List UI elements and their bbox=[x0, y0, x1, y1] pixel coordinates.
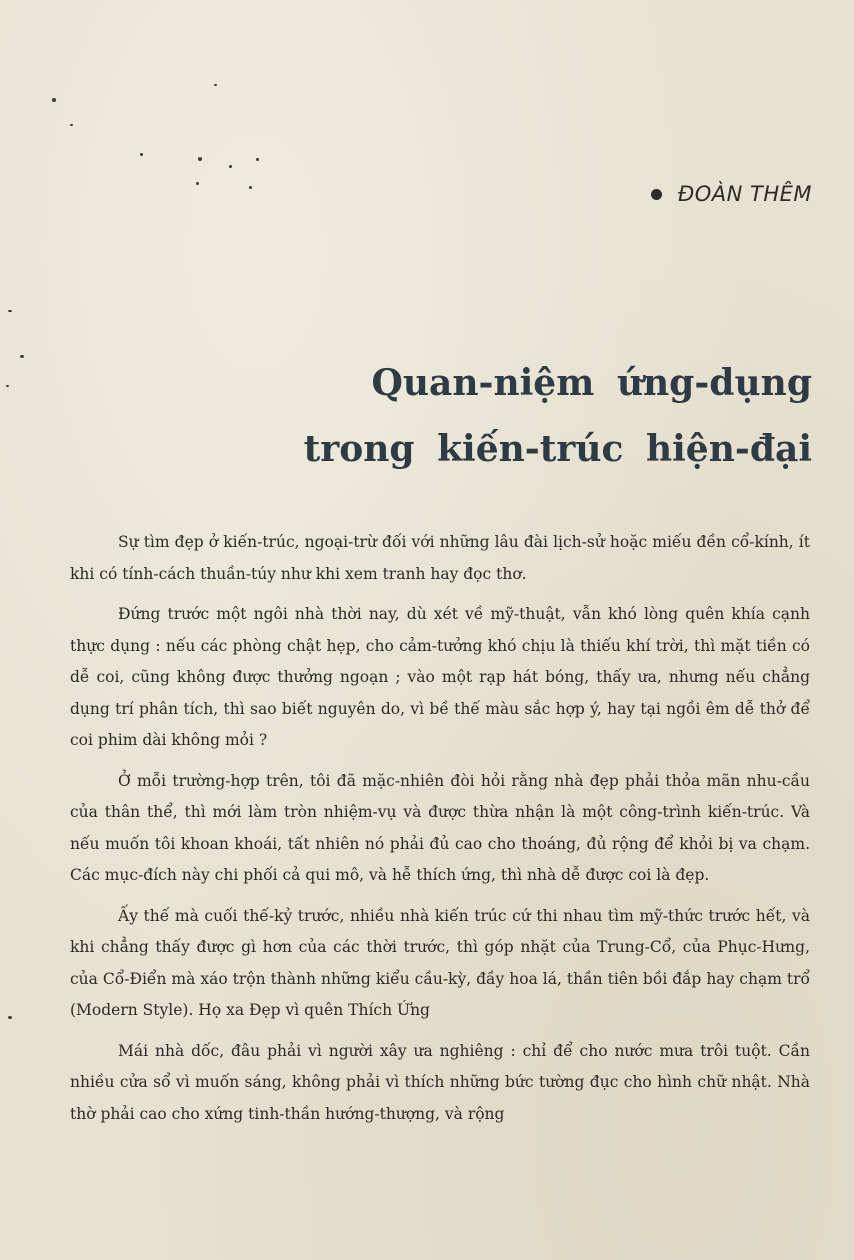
ink-speck bbox=[6, 385, 9, 387]
paragraph: Đứng trước một ngôi nhà thời nay, dù xét về mỹ-thuật, vẫn khó lòng quên khía cạnh thực dụng : nếu các phòng chật hẹp, cho cảm-tưởng khó chịu là thiếu khí trời, thì mặt tiền có dễ coi, cũng không được thưởng ngoạn ; vào một rạp hát bóng, thấy ưa, nhưng nếu chẳng dụng trí phân tích, thì sao biết nguyên do, vì bề thế màu sắc hợp ý, hay tại ngồi êm dễ thở để coi phim dài không mỏi ? bbox=[70, 605, 810, 749]
ink-speck bbox=[198, 157, 202, 161]
ink-speck bbox=[256, 158, 259, 161]
paragraph: Ở mỗi trường-hợp trên, tôi đã mặc-nhiên đòi hỏi rằng nhà đẹp phải thỏa mãn nhu-cầu của thân thể, thì mới làm tròn nhiệm-vụ và được thừa nhận là một công-trình kiến-trúc. Và nếu muốn tôi khoan khoái, tất nhiên nó phải đủ cao cho thoáng, đủ rộng để khỏi bị va chạm. Các mục-đích này chi phối cả qui mô, và hễ thích ứng, thì nhà dễ được coi là đẹp. bbox=[70, 771, 810, 884]
ink-speck bbox=[229, 165, 232, 168]
paragraph: Ấy thế mà cuối thế-kỷ trước, nhiều nhà kiến trúc cứ thi nhau tìm mỹ-thức trước hết, và khi chẳng thấy được gì hơn của các thời trước, thì góp nhặt của Trung-Cổ, của Phục-Hưng, của Cổ-Điển mà xáo trộn thành những kiểu cầu-kỳ, đầy hoa lá, thần tiên bồi đắp hay chạm trổ (Modern Style). Họ xa Đẹp vì quên Thích Ứng bbox=[70, 906, 810, 1019]
article-title-line-1: Quan-niệm ứng-dụng bbox=[371, 362, 812, 404]
author-byline bbox=[651, 182, 812, 206]
ink-speck bbox=[8, 310, 12, 312]
article-title-line-2: trong kiến-trúc hiện-đại bbox=[303, 428, 812, 470]
ink-speck bbox=[140, 153, 143, 156]
ink-speck bbox=[196, 182, 199, 185]
ink-speck bbox=[70, 124, 73, 126]
author-name: ĐOÀN THÊM bbox=[677, 182, 812, 206]
ink-speck bbox=[249, 186, 252, 189]
paragraph: Sự tìm đẹp ở kiến-trúc, ngoại-trừ đối với những lâu đài lịch-sử hoặc miếu đền cổ-kính, ít khi có tính-cách thuần-túy như khi xem tranh hay đọc thơ. bbox=[70, 533, 810, 583]
ink-speck bbox=[20, 355, 24, 358]
ink-speck bbox=[8, 1016, 12, 1019]
ink-speck bbox=[52, 98, 56, 102]
paragraph: Mái nhà dốc, đâu phải vì người xây ưa nghiêng : chỉ để cho nước mưa trôi tuột. Cần nhiều cửa sổ vì muốn sáng, không phải vì thích những bức tường đục cho hình chữ nhật. Nhà thờ phải cao cho xứng tinh-thần hướng-thượng, và rộng bbox=[70, 1041, 810, 1123]
ink-speck bbox=[214, 84, 217, 86]
article-body bbox=[70, 527, 810, 1139]
bullet-icon bbox=[651, 189, 662, 200]
